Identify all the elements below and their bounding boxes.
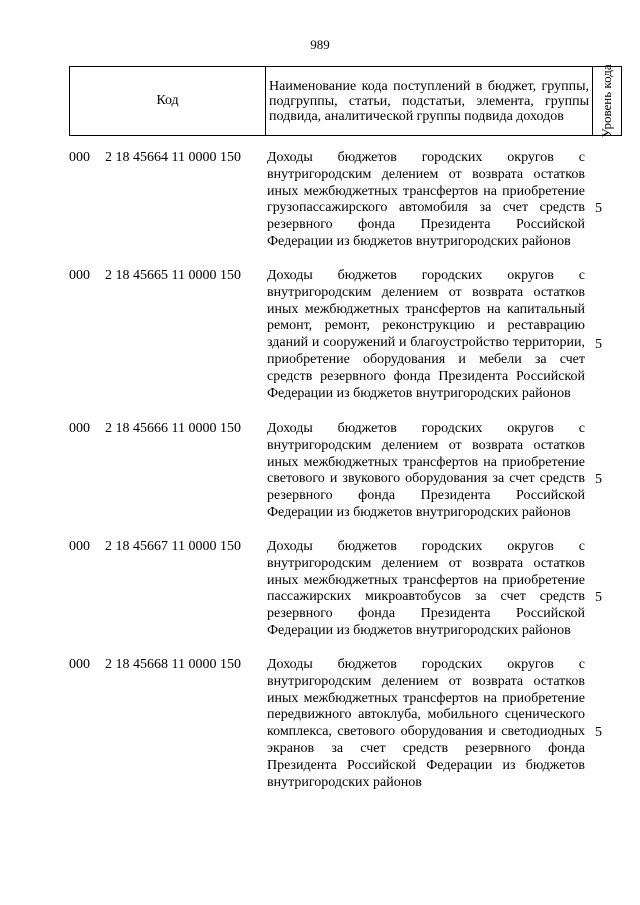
code-level: 5: [595, 725, 602, 740]
table-row: [69, 150, 612, 268]
column-header-name: Наименование кода поступлений в бюджет, группы, подгруппы, статьи, подстатьи, элемента, группы подвида, аналитической группы подвида доходов: [266, 67, 593, 136]
table-row: [69, 539, 612, 657]
admin-code: 000: [69, 421, 90, 436]
admin-code: 000: [69, 268, 90, 283]
code-level: 5: [595, 472, 602, 487]
revenue-name: Доходы бюджетов городских округов с внутригородским делением от возврата остатков иных межбюджетных трансфертов на капитальный ремонт, ремонт, реконструкцию и реставрацию зданий и сооружений и благоустройство территории, приобретение оборудования и мебели за счет средств резервного фонда Президента Российской Федерации из бюджетов внутригородских районов: [267, 268, 585, 401]
revenue-name: Доходы бюджетов городских округов с внутригородским делением от возврата остатков иных межбюджетных трансфертов на приобретение светового и звукового оборудования за счет средств резервного фонда Президента Российской Федерации из бюджетов внутригородских районов: [267, 421, 585, 520]
code-level: 5: [595, 201, 602, 216]
code-level: 5: [595, 336, 602, 352]
admin-code: 000: [69, 150, 90, 165]
revenue-code: 2 18 45666 11 0000 150: [105, 421, 241, 436]
admin-code: 000: [69, 657, 90, 672]
code-level: 5: [595, 590, 602, 605]
table-body: [69, 150, 612, 809]
revenue-name: Доходы бюджетов городских округов с внутригородским делением от возврата остатков иных межбюджетных трансфертов на приобретение пассажирских микроавтобусов за счет средств резервного фонда Президента Российской Федерации из бюджетов внутригородских районов: [267, 539, 585, 638]
revenue-name: Доходы бюджетов городских округов с внутригородским делением от возврата остатков иных межбюджетных трансфертов на приобретение передвижного автоклуба, мобильного сценического комплекса, светового оборудования и светодиодных экранов за счет средств резервного фонда Президента Российской Федерации из бюджетов внутригородских районов: [267, 657, 585, 790]
table-row: [69, 657, 612, 809]
table-row: [69, 268, 612, 421]
revenue-code: 2 18 45667 11 0000 150: [105, 539, 241, 554]
table-header: [69, 66, 622, 136]
column-header-level-label: Уровень кода: [599, 64, 614, 138]
column-header-code: Код: [70, 67, 266, 136]
column-header-level: [593, 64, 622, 138]
revenue-code: 2 18 45665 11 0000 150: [105, 268, 241, 283]
admin-code: 000: [69, 539, 90, 554]
revenue-name: Доходы бюджетов городских округов с внутригородским делением от возврата остатков иных межбюджетных трансфертов на приобретение грузопассажирского автомобиля за счет средств резервного фонда Президента Российской Федерации из бюджетов внутригородских районов: [267, 150, 585, 249]
revenue-code: 2 18 45668 11 0000 150: [105, 657, 241, 672]
page-number: 989: [310, 37, 330, 52]
table-row: [69, 421, 612, 539]
revenue-code: 2 18 45664 11 0000 150: [105, 150, 241, 165]
